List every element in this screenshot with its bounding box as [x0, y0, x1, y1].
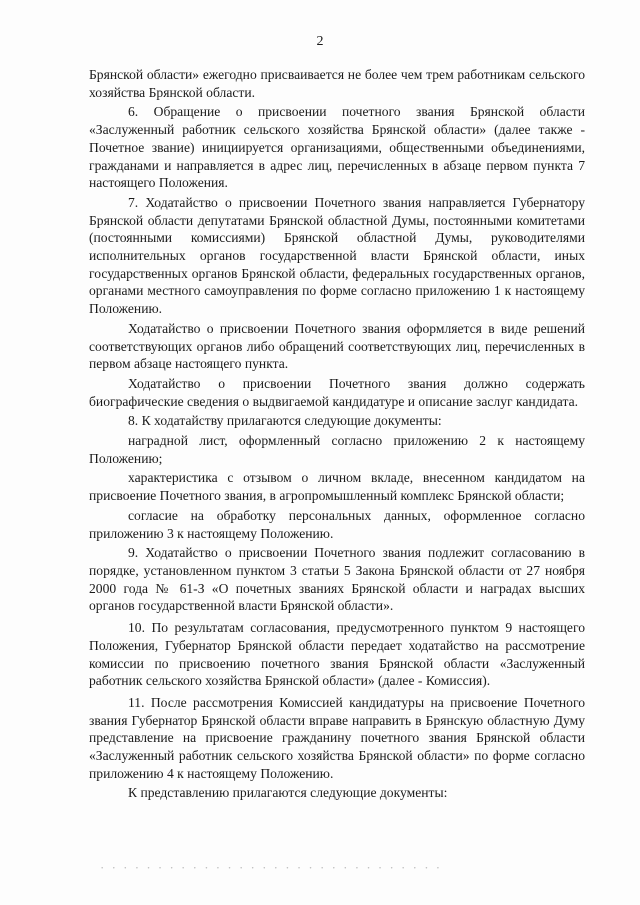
- paragraph-item-7-form: Ходатайство о присвоении Почетного звания оформляется в виде решений соответствующих органов либо обращений соответствующих лиц, перечисленных в первом абзаце настоящего пункта.: [89, 320, 585, 372]
- paragraph-item-10: 10. По результатам согласования, предусмотренного пунктом 9 настоящего Положения, Губернатор Брянской области передает ходатайство на рассмотрение комиссии по присвоению почетного звания Брянской области «Заслуженный работник сельского хозяйства Брянской области» (далее - Комиссия).: [89, 620, 585, 689]
- page-number: 2: [316, 34, 324, 49]
- faded-text-line: · · · · · · · · · · · · · · · · · · · · · · · · · · · · · ·: [100, 860, 443, 874]
- paragraph-item-8-consent: согласие на обработку персональных данных, оформленное согласно приложению 3 к настоящему Положению.: [89, 507, 585, 541]
- paragraph-item-7-content: Ходатайство о присвоении Почетного звания должно содержать биографические сведения о выдвигаемой кандидатуре и описание заслуг кандидата.: [89, 375, 585, 409]
- paragraph-item-11-documents: К представлению прилагаются следующие документы:: [128, 785, 448, 801]
- paragraph-item-7: 7. Ходатайство о присвоении Почетного звания направляется Губернатору Брянской области депутатами Брянской областной Думы, постоянными комитетами (постоянными комиссиями) Брянской областной Думы, руководителями исполнительных органов государственной власти Брянской области, иных государственных органов Брянской области, федеральных государственных органов, органами местного самоуправления по форме согласно приложению 1 к настоящему Положению.: [89, 194, 585, 317]
- paragraph-item-8-reference: характеристика с отзывом о личном вкладе, внесенном кандидатом на присвоение Почетного звания, в агропромышленный комплекс Брянской области;: [89, 470, 585, 504]
- paragraph-item-8-award-sheet: наградной лист, оформленный согласно приложению 2 к настоящему Положению;: [89, 433, 585, 466]
- document-body: [89, 66, 585, 804]
- paragraph-item-11: 11. После рассмотрения Комиссией кандидатуры на присвоение Почетного звания Губернатор Брянской области вправе направить в Брянскую областную Думу представление на присвоение гражданину почетного звания Брянской области «Заслуженный работник сельского хозяйства Брянской области» по форме согласно приложению 4 к настоящему Положению.: [89, 694, 585, 781]
- paragraph-item-6: 6. Обращение о присвоении почетного звания Брянской области «Заслуженный работник сельского хозяйства Брянской области» (далее также - Почетное звание) инициируется организациями, общественными объединениями, гражданами и направляется в адрес лиц, перечисленных в абзаце первом пункта 7 настоящего Положения.: [89, 104, 585, 191]
- paragraph-item-9: 9. Ходатайство о присвоении Почетного звания подлежит согласованию в порядке, установленном пунктом 3 статьи 5 Закона Брянской области от 27 ноября 2000 года № 61-З «О почетных званиях Брянской области и наградах высших органов государственной власти Брянской области».: [89, 545, 585, 614]
- paragraph-continuation: Брянской области» ежегодно присваивается не более чем трем работникам сельского хозяйства Брянской области.: [89, 67, 585, 100]
- paragraph-item-8: 8. К ходатайству прилагаются следующие документы:: [128, 413, 442, 429]
